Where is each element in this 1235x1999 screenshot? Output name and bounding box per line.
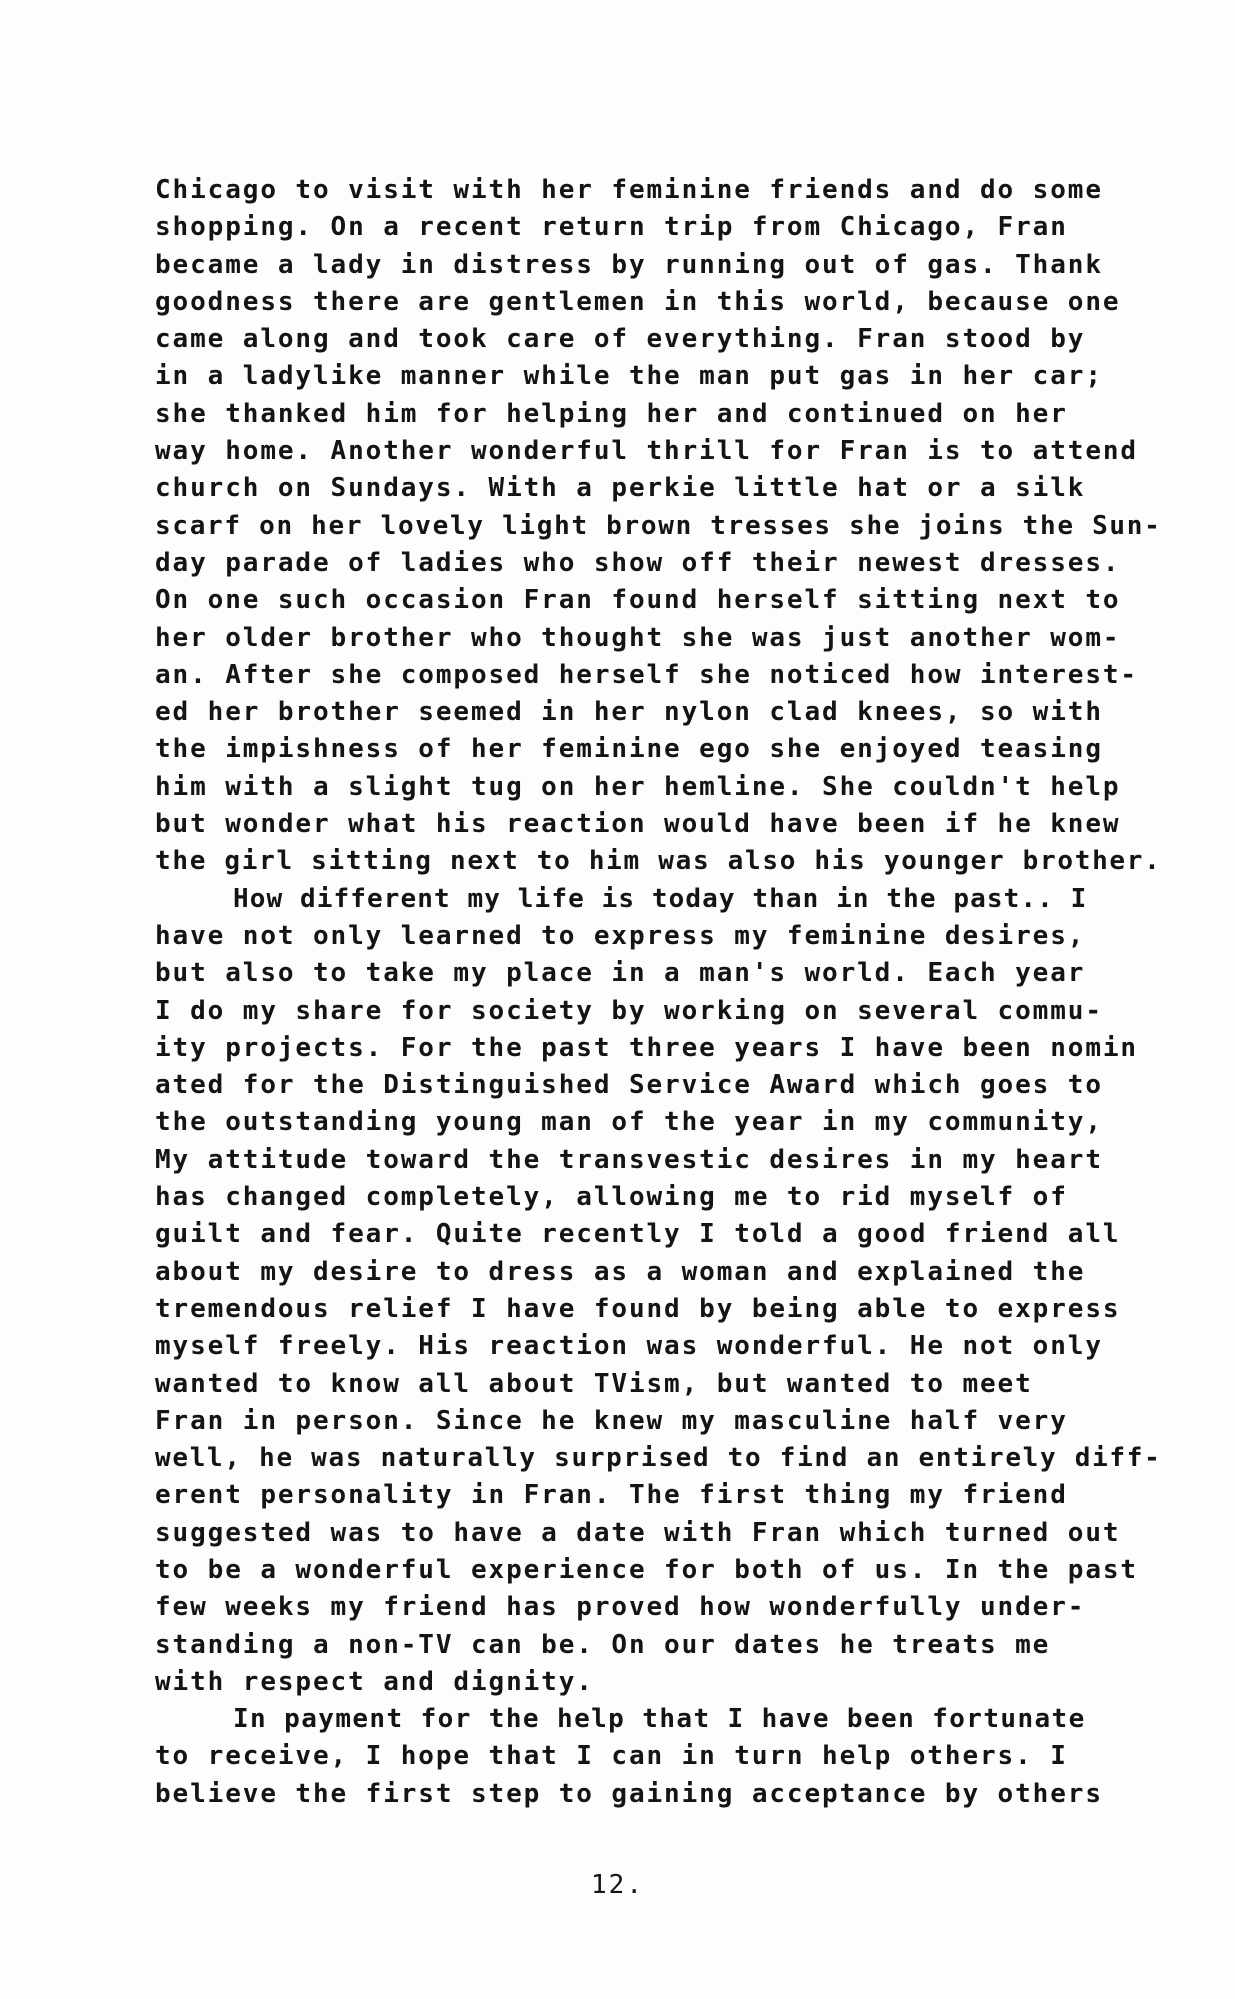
text-line: scarf on her lovely light brown tresses she joins the Sun-: [155, 510, 1162, 541]
text-line: In payment for the help that I have been fortunate: [233, 1704, 1086, 1735]
text-line: about my desire to dress as a woman and explained the: [155, 1256, 1086, 1287]
text-line: with respect and dignity.: [155, 1666, 594, 1697]
text-line: has changed completely, allowing me to rid myself of: [155, 1182, 1068, 1213]
page-number: 12.: [591, 1870, 644, 1900]
text-line: wanted to know all about TVism, but wanted to meet: [155, 1368, 1033, 1399]
text-line: came along and took care of everything. Fran stood by: [155, 324, 1086, 355]
text-line: an. After she composed herself she noticed how interest-: [155, 659, 1138, 690]
text-line: believe the first step to gaining acceptance by others: [155, 1778, 1103, 1809]
text-line: erent personality in Fran. The first thing my friend: [155, 1480, 1068, 1511]
text-line: goodness there are gentlemen in this world, because one: [155, 286, 1121, 317]
text-line: I do my share for society by working on several commu-: [155, 995, 1103, 1026]
text-line: well, he was naturally surprised to find an entirely diff-: [155, 1443, 1162, 1474]
text-line: the outstanding young man of the year in my community,: [155, 1107, 1103, 1138]
text-line: tremendous relief I have found by being able to express: [155, 1293, 1121, 1324]
text-line: standing a non-TV can be. On our dates he treats me: [155, 1629, 1051, 1660]
text-line: became a lady in distress by running out of gas. Thank: [155, 249, 1103, 280]
text-line: in a ladylike manner while the man put gas in her car;: [155, 361, 1103, 392]
text-line: day parade of ladies who show off their newest dresses.: [155, 547, 1121, 578]
text-line: the impishness of her feminine ego she enjoyed teasing: [155, 734, 1103, 765]
text-line: her older brother who thought she was just another wom-: [155, 622, 1121, 653]
text-line: ed her brother seemed in her nylon clad knees, so with: [155, 697, 1103, 728]
text-line: shopping. On a recent return trip from Chicago, Fran: [155, 212, 1068, 243]
text-line: but wonder what his reaction would have been if he knew: [155, 809, 1121, 840]
text-line: My attitude toward the transvestic desires in my heart: [155, 1144, 1103, 1175]
text-line: myself freely. His reaction was wonderful. He not only: [155, 1331, 1103, 1362]
body-text: [155, 172, 1165, 1813]
text-line: ated for the Distinguished Service Award which goes to: [155, 1070, 1103, 1101]
text-line: him with a slight tug on her hemline. She couldn't help: [155, 771, 1121, 802]
text-line: church on Sundays. With a perkie little hat or a silk: [155, 473, 1086, 504]
text-line: guilt and fear. Quite recently I told a good friend all: [155, 1219, 1121, 1250]
text-line: to receive, I hope that I can in turn help others. I: [155, 1741, 1068, 1772]
text-line: Fran in person. Since he knew my masculine half very: [155, 1405, 1068, 1436]
text-line: Chicago to visit with her feminine friends and do some: [155, 175, 1103, 205]
text-line: she thanked him for helping her and continued on her: [155, 398, 1068, 429]
text-line: few weeks my friend has proved how wonderfully under-: [155, 1592, 1086, 1623]
text-line: On one such occasion Fran found herself sitting next to: [155, 585, 1121, 616]
text-line: ity projects. For the past three years I have been nomin: [155, 1032, 1138, 1063]
text-line: the girl sitting next to him was also his younger brother.: [155, 846, 1162, 877]
text-line: but also to take my place in a man's world. Each year: [155, 958, 1086, 989]
text-line: to be a wonderful experience for both of us. In the past: [155, 1554, 1138, 1585]
text-line: suggested was to have a date with Fran which turned out: [155, 1517, 1121, 1548]
text-line: How different my life is today than in the past.. I: [233, 883, 1088, 914]
text-line: way home. Another wonderful thrill for Fran is to attend: [155, 436, 1138, 467]
text-line: have not only learned to express my feminine desires,: [155, 920, 1086, 951]
